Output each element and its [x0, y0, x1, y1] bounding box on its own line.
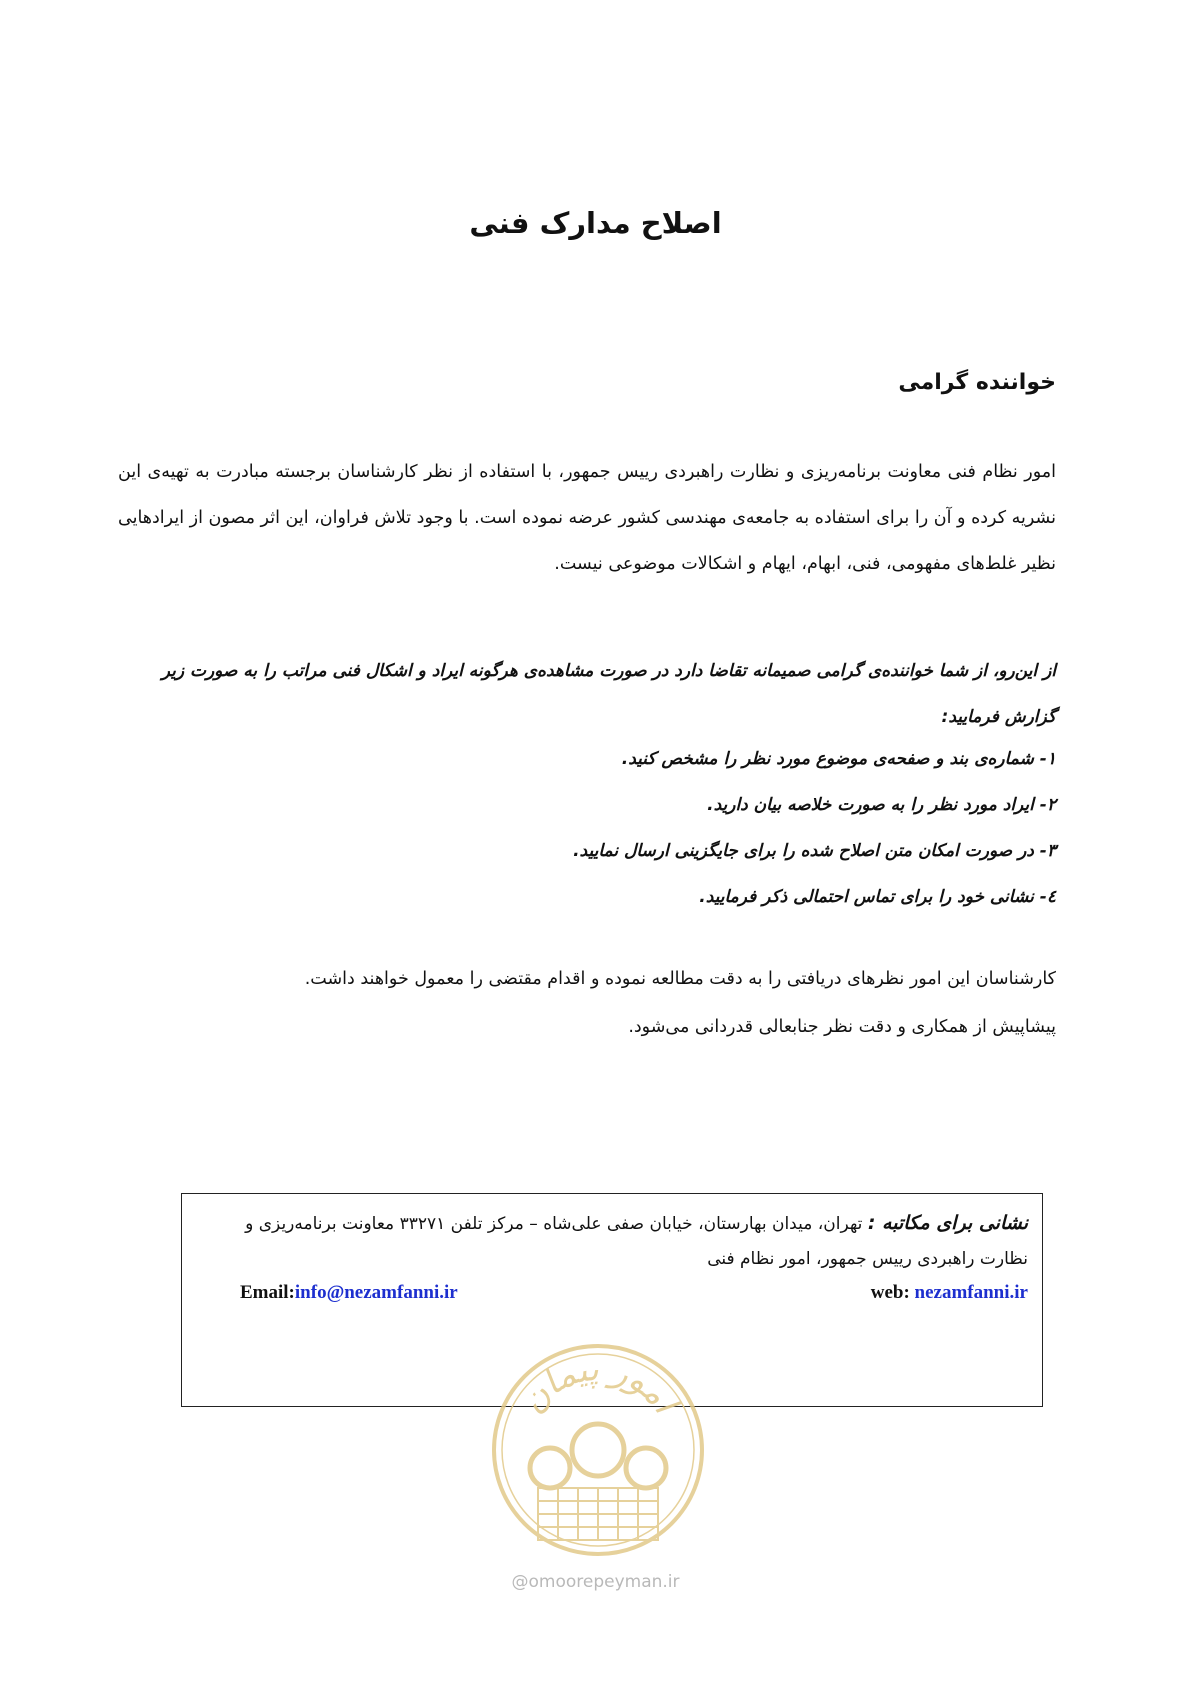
instruction-item: ٤- نشانی خود را برای تماس احتمالی ذکر فرمایید.	[699, 887, 1056, 907]
contact-address	[198, 1206, 1028, 1277]
watermark-text: @omoorepeyman.ir	[511, 1572, 680, 1592]
email-link[interactable]: info@nezamfanni.ir	[294, 1282, 458, 1303]
seal-text: امور پیمان	[512, 1348, 685, 1421]
contact-address-text: تهران، میدان بهارستان، خیابان صفی علی‌شاه – مرکز تلفن ۳۳۲۷۱ معاونت برنامه‌ریزی و نظارت راهبردی رییس جمهور، امور نظام فنی	[245, 1214, 1028, 1269]
email-label: Email:	[240, 1282, 295, 1303]
instruction-list	[573, 736, 1056, 920]
instruction-item: ۲- ایراد مورد نظر را به صورت خلاصه بیان دارید.	[707, 795, 1056, 815]
svg-text:امور پیمان	[512, 1349, 686, 1423]
instruction-item: ۱- شماره‌ی بند و صفحه‌ی موضوع مورد نظر را مشخص کنید.	[621, 749, 1056, 769]
greeting-heading: خواننده گرامی	[898, 370, 1056, 395]
web-line	[871, 1282, 1028, 1304]
request-paragraph: از این‌رو، از شما خواننده‌ی گرامی صمیمانه تقاضا دارد در صورت مشاهده‌ی هرگونه ایراد و اشکال فنی مراتب را به صورت زیر گزارش فرمایید:	[161, 661, 1056, 727]
instruction-item: ۳- در صورت امکان متن اصلاح شده را برای جایگزینی ارسال نمایید.	[573, 841, 1056, 861]
page-title: اصلاح مدارک فنی	[469, 206, 722, 240]
seal-logo-icon	[488, 1340, 708, 1560]
contact-label: نشانی برای مکاتبه :	[867, 1212, 1028, 1234]
contact-links	[240, 1282, 1028, 1312]
web-label: web:	[870, 1282, 915, 1303]
intro-paragraph: امور نظام فنی معاونت برنامه‌ریزی و نظارت راهبردی رییس جمهور، با استفاده از نظر کارشناسان برجسته مبادرت به تهیه‌ی این نشریه کرده و آن را برای استفاده به جامعه‌ی مهندسی کشور عرضه نموده است. با وجود تلاش فراوان، این اثر مصون از ایرادهایی نظیر غلط‌های مفهومی، فنی، ابهام، ایهام و اشکالات موضوعی نیست.	[118, 462, 1056, 574]
web-link[interactable]: nezamfanni.ir	[914, 1282, 1028, 1303]
closing-text	[156, 955, 1056, 1051]
closing-line: کارشناسان این امور نظرهای دریافتی را به دقت مطالعه نموده و اقدام مقتضی را معمول خواهند داشت.	[304, 969, 1056, 989]
email-line	[240, 1282, 458, 1304]
closing-line: پیشاپیش از همکاری و دقت نظر جنابعالی قدردانی می‌شود.	[628, 1017, 1056, 1037]
